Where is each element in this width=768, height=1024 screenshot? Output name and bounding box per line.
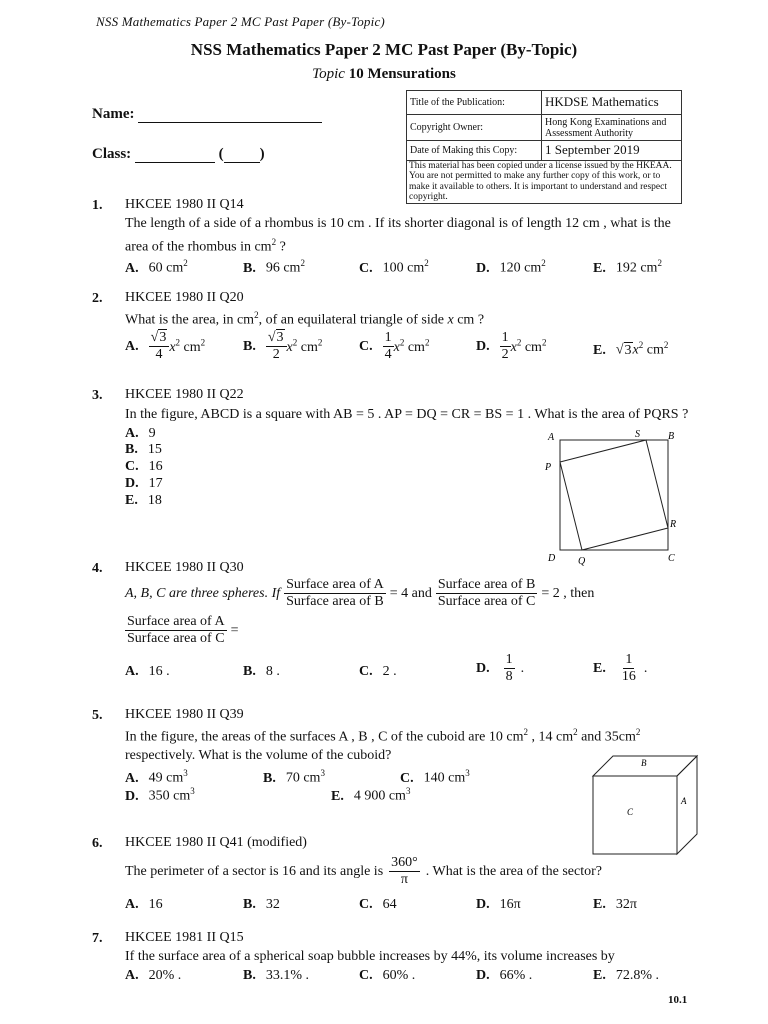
q3-source: HKCEE 1980 II Q22 [125,387,244,402]
q4-option-c[interactable]: C. 2 . [359,664,397,679]
q4-fraction-2: $\frac{\text{Surface area of B}}{\text{Surface area of C}}$ [437,577,536,610]
topic-number: 10 [348,66,364,82]
label-r: R [670,519,677,530]
info-owner-value: Hong Kong Examinations and Assessment Authority [542,115,682,141]
q7-option-d[interactable]: D. 66% . [476,968,533,983]
q6-option-e[interactable]: E. 32π [593,897,637,912]
label-b: B [668,431,675,442]
q4-option-d[interactable]: D. $\frac{1}{8}$ . [476,652,525,685]
info-date-label: Date of Making this Copy: [407,141,542,161]
q3-option-b[interactable]: B. 15 [125,442,162,457]
topic-prefix: Topic [312,66,345,82]
q6-number: 6. [92,836,103,851]
q1-text-line1: The length of a side of a rhombus is 10 cm . If its shorter diagonal is of length 12 cm , what is the [125,216,671,231]
q3-number: 3. [92,388,103,403]
q3-option-c[interactable]: C. 16 [125,459,163,474]
name-field[interactable] [138,122,322,123]
q3-option-e[interactable]: E. 18 [125,493,162,508]
q5-option-e[interactable]: E. 4 900 $cm^3$ [331,786,411,804]
label-d: D [548,553,556,564]
label-face-c: C [627,807,634,817]
q4-number: 4. [92,561,103,576]
class-row: Class: ( ) [92,146,265,162]
square-pqrs [560,440,668,550]
q4-option-b[interactable]: B. 8 . [243,664,280,679]
q1-text-line2: area of the rhombus in $cm^2$ ? [125,237,286,255]
q4-question-fraction: $\frac{\text{Surface area of A}}{\text{Surface area of C}}$ = [127,614,239,647]
q6-option-c[interactable]: C. 64 [359,897,397,912]
q6-text: The perimeter of a sector is 16 and its angle is $\frac{360^\circ}{\pi}$ . What is the area of the sector? [125,855,602,888]
q6-angle-fraction: $\frac{360^\circ}{\pi}$ [391,855,418,888]
q1-source: HKCEE 1980 II Q14 [125,197,244,212]
q4-option-e[interactable]: E. $\frac{1}{16}$ . [593,652,648,685]
q7-option-a[interactable]: A. 20% . [125,968,182,983]
q2-option-a[interactable]: A. $\frac{√3}{4}$ $x^2$ $cm^2$ [125,330,206,363]
q3-option-a[interactable]: A. 9 [125,426,156,441]
q7-option-c[interactable]: C. 60% . [359,968,416,983]
q3-square-figure [540,425,690,570]
q2-number: 2. [92,291,103,306]
running-header: NSS Mathematics Paper 2 MC Past Paper (By-Topic) [96,14,385,29]
q2-text: What is the area, in $cm^2$, of an equilateral triangle of side x cm ? [125,310,485,328]
q1-option-a[interactable]: A. 60 $cm^2$ [125,258,188,276]
q3-option-d[interactable]: D. 17 [125,476,163,491]
q2-option-d[interactable]: D. $\frac{1}{2}$ $x^2$ $cm^2$ [476,330,547,363]
class-field[interactable] [135,162,215,163]
label-p: P [545,462,552,473]
label-q: Q [578,556,586,567]
topic-heading [0,66,768,83]
q5-option-c[interactable]: C. 140 $cm^3$ [400,768,470,786]
q6-source: HKCEE 1980 II Q41 (modified) [125,835,307,850]
q5-option-d[interactable]: D. 350 $cm^3$ [125,786,195,804]
q1-option-c[interactable]: C. 100 $cm^2$ [359,258,429,276]
page-number: 10.1 [668,994,688,1006]
topic-name: Mensurations [367,66,456,82]
q4-fraction-1: $\frac{\text{Surface area of A}}{\text{Surface area of B}}$ [286,577,384,610]
label-face-b: B [641,758,647,768]
q2-source: HKCEE 1980 II Q20 [125,290,244,305]
q5-option-b[interactable]: B. 70 $cm^3$ [263,768,325,786]
q5-text-line1: In the figure, the areas of the surfaces A , B , C of the cuboid are 10 $cm^2$ , 14 $cm^2$ and $35cm^2$ [125,727,641,745]
q1-option-d[interactable]: D. 120 $cm^2$ [476,258,546,276]
q1-option-e[interactable]: E. 192 $cm^2$ [593,258,662,276]
label-s: S [635,429,640,440]
info-title-label: Title of the Publication: [407,91,542,115]
q6-option-a[interactable]: A. 16 [125,897,163,912]
info-notice: This material has been copied under a license issued by the HKEAA. You are not permitted to make any further copy of this work, or to make it available to others. It is important to understand and respect copyright. [407,161,682,204]
label-a: A [548,432,555,443]
q5-number: 5. [92,708,103,723]
class-label: Class: [92,146,132,162]
q1-option-b[interactable]: B. 96 $cm^2$ [243,258,305,276]
label-face-a: A [681,796,687,806]
q4-text: A, B, C are three spheres. If $\frac{\text{Surface area of A}}{\text{Surface area of B}}$ = 4 and $\frac{\text{Surface area of B}}{\text{Surface area of C}}$ = 2 , then [125,577,595,610]
q4-source: HKCEE 1980 II Q30 [125,560,244,575]
q1-number: 1. [92,198,103,213]
q7-option-b[interactable]: B. 33.1% . [243,968,310,983]
class-number-field[interactable] [224,162,260,163]
square-abcd [560,440,668,550]
q7-source: HKCEE 1981 II Q15 [125,930,244,945]
q2-option-e[interactable]: E. $√3x^2$ $cm^2$ [593,340,669,358]
q2-option-c[interactable]: C. $\frac{1}{4}$ $x^2$ $cm^2$ [359,330,430,363]
name-row [92,106,322,123]
q5-cuboid-figure [585,748,700,858]
name-label: Name: [92,106,135,122]
copyright-table [406,90,682,204]
q6-option-b[interactable]: B. 32 [243,897,280,912]
info-title-value: HKDSE Mathematics [542,91,682,115]
q7-text: If the surface area of a spherical soap bubble increases by 44%, its volume increases by [125,949,615,964]
q5-option-a[interactable]: A. 49 $cm^3$ [125,768,188,786]
q3-text: In the figure, ABCD is a square with AB = 5 . AP = DQ = CR = BS = 1 . What is the area of PQRS ? [125,407,689,422]
page-title: NSS Mathematics Paper 2 MC Past Paper (By-Topic) [190,40,578,59]
q4-option-a[interactable]: A. 16 . [125,664,170,679]
q7-option-e[interactable]: E. 72.8% . [593,968,660,983]
q2-option-b[interactable]: B. $\frac{√3}{2}$ $x^2$ $cm^2$ [243,330,323,363]
q7-number: 7. [92,931,103,946]
q5-text-line2: respectively. What is the volume of the cuboid? [125,748,392,763]
info-date-value: 1 September 2019 [542,141,682,161]
q6-option-d[interactable]: D. 16π [476,897,521,912]
q5-source: HKCEE 1980 II Q39 [125,707,244,722]
q4-intro: A, B, C are three spheres. If [125,585,281,601]
label-c: C [668,553,675,564]
info-owner-label: Copyright Owner: [407,115,542,141]
